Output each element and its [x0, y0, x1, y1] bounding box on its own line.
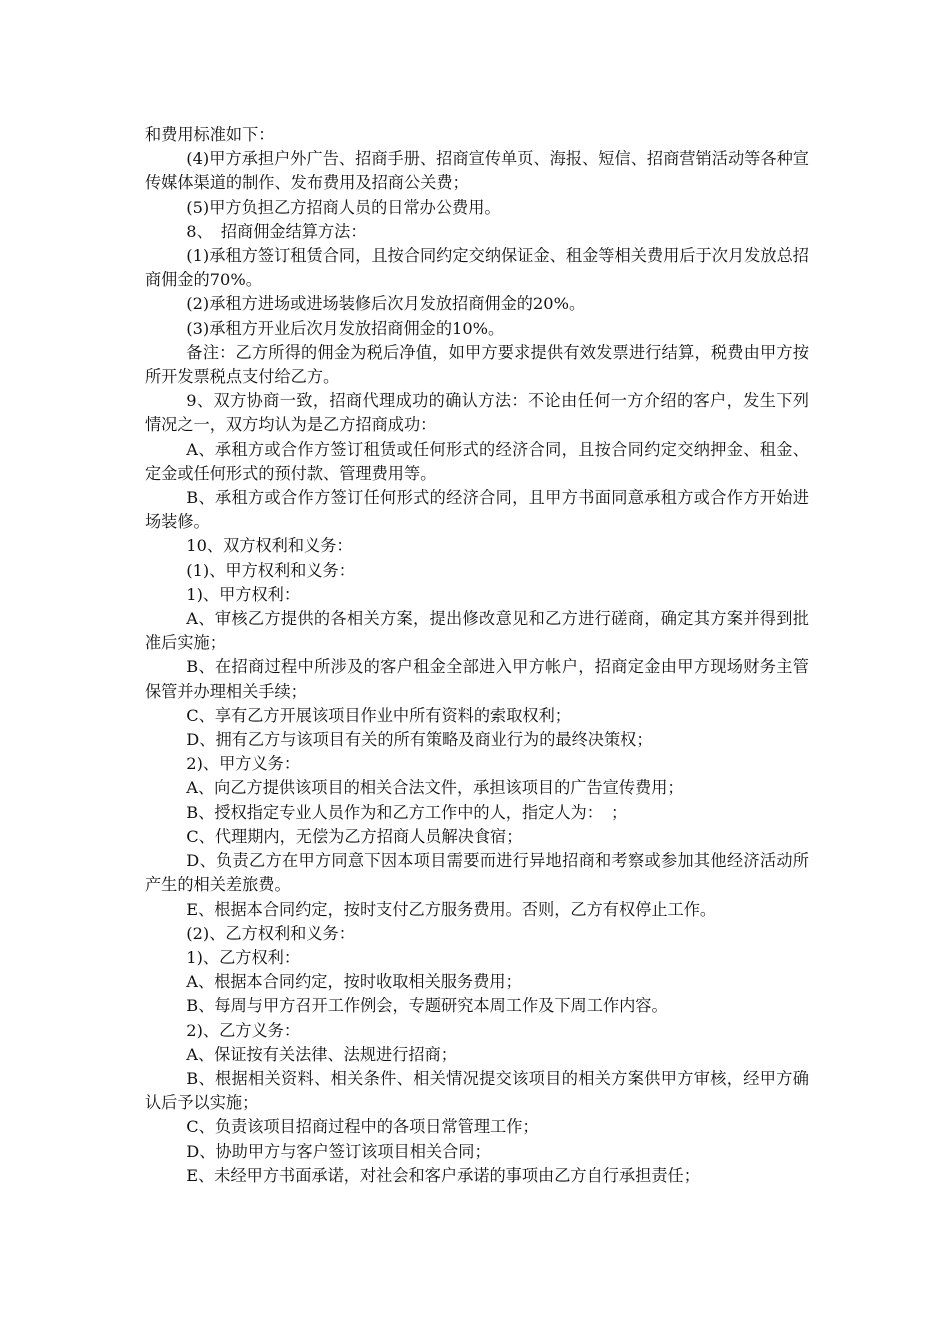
- paragraph-1: (4)甲方承担户外广告、招商手册、招商宣传单页、海报、短信、招商营销活动等各种宣传媒体渠道的制作、发布费用及招商公关费；: [145, 149, 809, 193]
- paragraph-14: A、审核乙方提供的各相关方案，提出修改意见和乙方进行磋商，确定其方案并得到批准后实施；: [145, 609, 809, 653]
- paragraph-0: 和费用标准如下：: [145, 125, 275, 144]
- paragraph-3: 8、 招商佣金结算方法：: [186, 221, 367, 241]
- paragraph-26: A、根据本合同约定，按时收取相关服务费用；: [186, 972, 522, 992]
- paragraph-30: B、根据相关资料、相关条件、相关情况提交该项目的相关方案供甲方审核，经甲方确认后予以实施；: [145, 1068, 809, 1113]
- paragraph-9: A、承租方或合作方签订租赁或任何形式的经济合同，且按合同约定交纳押金、租金、定金或任何形式的预付款、管理费用等。: [145, 439, 809, 483]
- paragraph-28: 2)、乙方义务：: [186, 1020, 301, 1040]
- paragraph-16: C、享有乙方开展该项目作业中所有资料的索取权利；: [186, 705, 571, 725]
- paragraph-23: E、根据本合同约定，按时支付乙方服务费用。否则，乙方有权停止工作。: [186, 899, 717, 919]
- paragraph-21: C、代理期内，无偿为乙方招商人员解决食宿；: [186, 826, 523, 846]
- paragraph-29: A、保证按有关法律、法规进行招商；: [186, 1044, 457, 1064]
- paragraph-11: 10、双方权利和义务：: [186, 536, 353, 556]
- paragraph-33: E、未经甲方书面承诺，对社会和客户承诺的事项由乙方自行承担责任；: [186, 1165, 700, 1185]
- paragraph-5: (2)承租方进场或进场装修后次月发放招商佣金的20%。: [186, 294, 586, 314]
- paragraph-12: (1)、甲方权利和义务：: [186, 560, 355, 580]
- paragraph-4: (1)承租方签订租赁合同，且按合同约定交纳保证金、租金等相关费用后于次月发放总招商佣金的70%。: [145, 246, 809, 290]
- paragraph-22: D、负责乙方在甲方同意下因本项目需要而进行异地招商和考察或参加其他经济活动所产生的相关差旅费。: [145, 851, 809, 895]
- paragraph-15: B、在招商过程中所涉及的客户租金全部进入甲方帐户，招商定金由甲方现场财务主管保管并办理相关手续；: [145, 657, 809, 701]
- paragraph-7: 备注：乙方所得的佣金为税后净值，如甲方要求提供有效发票进行结算，税费由甲方按所开发票税点支付给乙方。: [145, 342, 809, 387]
- paragraph-6: (3)承租方开业后次月发放招商佣金的10%。: [186, 318, 505, 338]
- document-page: [145, 123, 809, 1188]
- paragraph-19: A、向乙方提供该项目的相关合法文件，承担该项目的广告宣传费用；: [186, 778, 684, 798]
- paragraph-24: (2)、乙方权利和义务：: [186, 923, 355, 943]
- paragraph-13: 1)、甲方权利：: [186, 584, 301, 604]
- paragraph-8: 9、双方协商一致，招商代理成功的确认方法：不论由任何一方介绍的客户，发生下列情况之一，双方均认为是乙方招商成功：: [145, 391, 809, 435]
- paragraph-31: C、负责该项目招商过程中的各项日常管理工作；: [186, 1117, 539, 1137]
- paragraph-25: 1)、乙方权利：: [186, 947, 301, 967]
- paragraph-10: B、承租方或合作方签订任何形式的经济合同，且甲方书面同意承租方或合作方开始进场装修。: [145, 488, 809, 532]
- paragraph-17: D、拥有乙方与该项目有关的所有策略及商业行为的最终决策权；: [186, 730, 653, 750]
- paragraph-32: D、协助甲方与客户签订该项目相关合同；: [186, 1141, 491, 1161]
- paragraph-2: (5)甲方负担乙方招商人员的日常办公费用。: [186, 197, 501, 217]
- paragraph-27: B、每周与甲方召开工作例会，专题研究本周工作及下周工作内容。: [186, 996, 668, 1016]
- paragraph-20: B、授权指定专业人员作为和乙方工作中的人，指定人为： ；: [186, 802, 628, 822]
- paragraph-18: 2)、甲方义务：: [186, 754, 301, 774]
